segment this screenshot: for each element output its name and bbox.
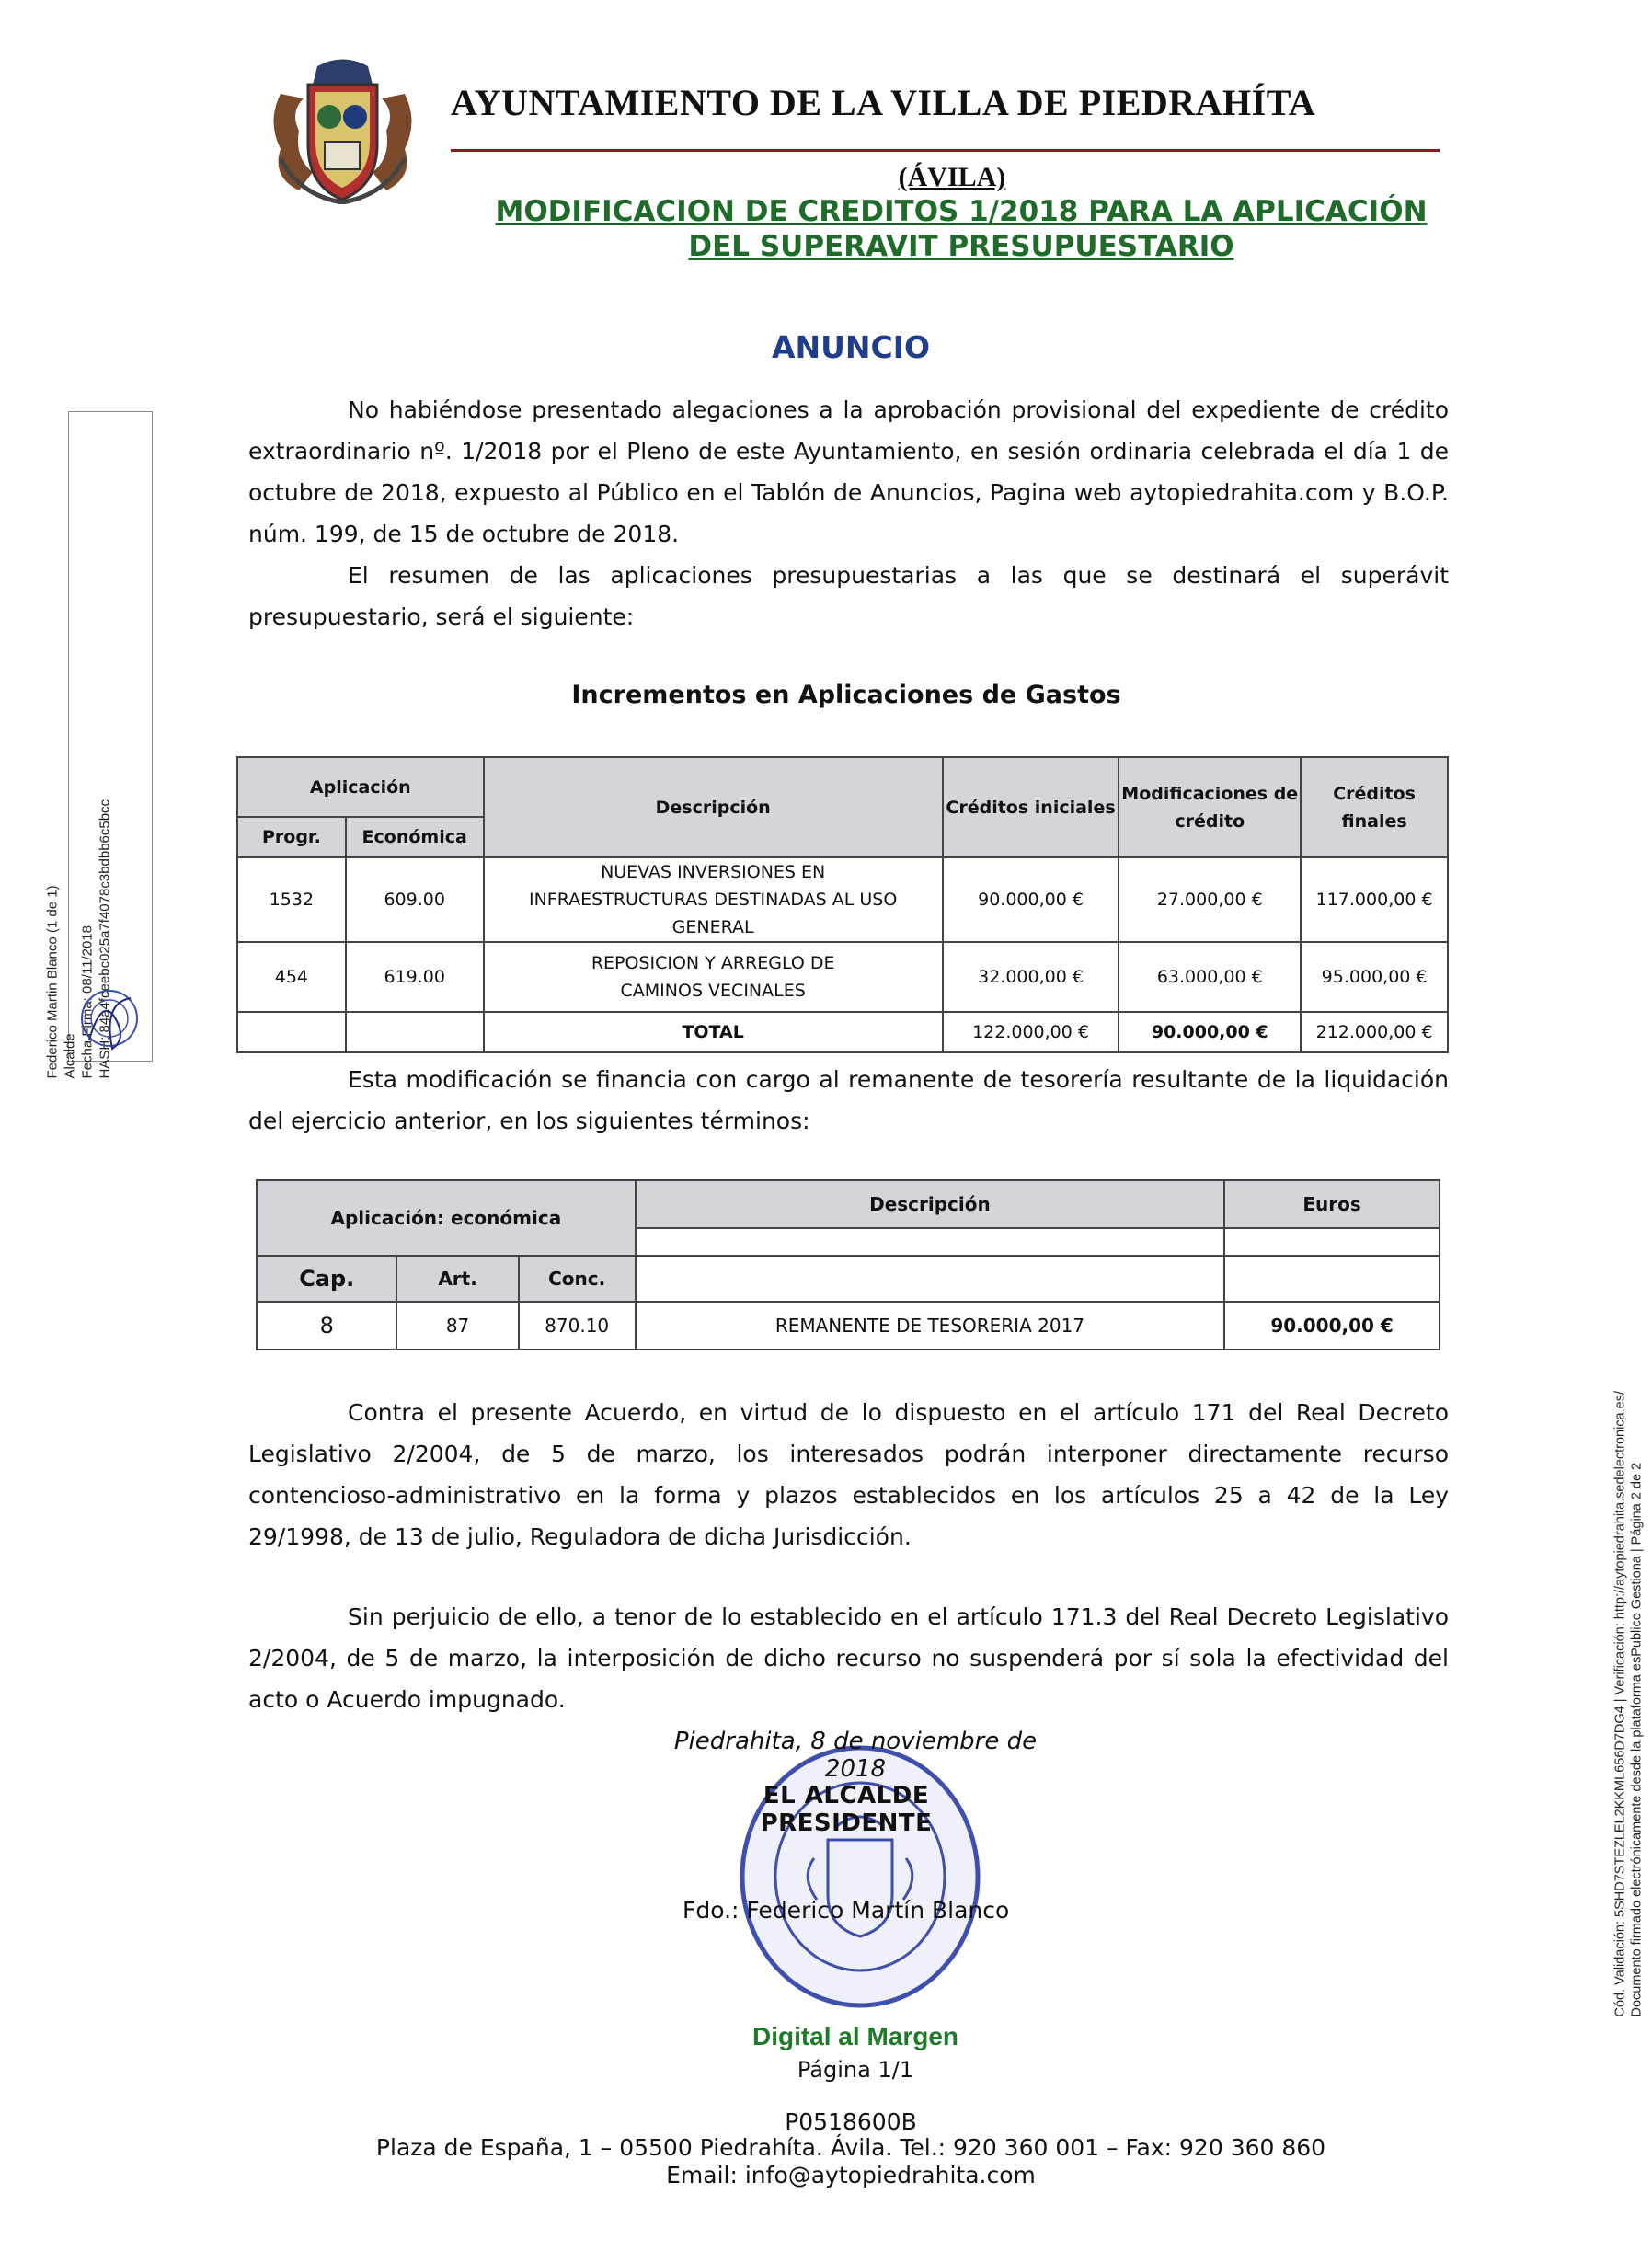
cell-empty	[1224, 1256, 1440, 1302]
paragraph-funding	[248, 1059, 1449, 1142]
table-row	[257, 1302, 1440, 1350]
cell-empty	[636, 1256, 1224, 1302]
header-descripcion: Descripción	[636, 1180, 1224, 1228]
cell-modificaciones: 27.000,00 €	[1119, 857, 1301, 942]
cell-empty	[237, 1012, 346, 1052]
paragraph-2: El resumen de las aplicaciones presupuestarias a las que se destinará el superávit presupuestario, será el siguiente:	[248, 562, 1449, 630]
table-total-row	[237, 1012, 1448, 1052]
cell-art: 87	[396, 1302, 518, 1350]
signer-role: Alcalde	[62, 1033, 78, 1079]
province: (ÁVILA)	[898, 162, 1006, 192]
header-creditos-finales: Créditos finales	[1301, 757, 1448, 857]
cell-finales: 95.000,00 €	[1301, 942, 1448, 1012]
signature-seal-icon	[75, 984, 144, 1053]
stamp-note: Digital al Margen	[751, 2022, 959, 2050]
cell-empty	[346, 1012, 484, 1052]
table-row	[237, 857, 1448, 942]
place-and-date: Piedrahita, 8 de noviembre de 2018	[673, 1728, 1038, 1783]
page-number: Página 1/1	[797, 2057, 914, 2083]
cell-conc: 870.10	[519, 1302, 636, 1350]
header-economica: Económica	[346, 817, 484, 857]
expenses-table	[236, 756, 1449, 1053]
total-iniciales: 122.000,00 €	[943, 1012, 1119, 1052]
signature-sidebar-text	[44, 444, 132, 1079]
organization-name: AYUNTAMIENTO DE LA VILLA DE PIEDRAHÍTA	[451, 82, 1316, 123]
footer-code: P0518600B	[785, 2108, 917, 2135]
table-row	[237, 942, 1448, 1012]
cell-empty	[1224, 1228, 1440, 1256]
paragraph-effect	[248, 1596, 1449, 1720]
header-creditos-iniciales: Créditos iniciales	[943, 757, 1119, 857]
signer-title: EL ALCALDE PRESIDENTE	[760, 1782, 933, 1837]
cell-iniciales: 90.000,00 €	[943, 857, 1119, 942]
total-label: TOTAL	[484, 1012, 943, 1052]
header-modificaciones: Modificaciones de crédito	[1119, 757, 1301, 857]
footer-email: Email: info@aytopiedrahita.com	[666, 2162, 1036, 2188]
cell-progr: 1532	[237, 857, 346, 942]
signed-by: Fdo.: Federico Martín Blanco	[683, 1897, 1010, 1924]
cell-descripcion: REMANENTE DE TESORERIA 2017	[636, 1302, 1224, 1350]
coat-of-arms-icon	[262, 57, 423, 204]
document-subtitle-line1: MODIFICACION DE CREDITOS 1/2018 PARA LA APLICACIÓN	[495, 195, 1428, 228]
header-aplicacion-economica: Aplicación: económica	[257, 1180, 636, 1256]
expenses-table-title: Incrementos en Aplicaciones de Gastos	[571, 681, 1121, 709]
cell-economica: 609.00	[346, 857, 484, 942]
signer-name: Federico Martin Blanco (1 de 1)	[44, 885, 61, 1079]
verification-line1: Cód. Validación: 5SHD7STEZLEL2KKML656D7DG4 | Verificación: http://aytopiedrahita.sedelectronica.es/	[1612, 1390, 1628, 2017]
header-conc: Conc.	[519, 1256, 636, 1302]
cell-modificaciones: 63.000,00 €	[1119, 942, 1301, 1012]
cell-economica: 619.00	[346, 942, 484, 1012]
funding-table	[256, 1179, 1440, 1350]
cell-cap: 8	[257, 1302, 396, 1350]
sign-date: Fecha Firma: 08/11/2018	[79, 925, 96, 1079]
paragraph-5: Sin perjuicio de ello, a tenor de lo establecido en el artículo 171.3 del Real Decreto Legislativo 2/2004, de 5 de marzo, la interposición de dicho recurso no suspenderá por sí sola la efectividad del acto o Acuerdo impugnado.	[248, 1603, 1449, 1713]
header-aplicacion: Aplicación	[237, 757, 484, 817]
header-progr: Progr.	[237, 817, 346, 857]
document-subtitle-line2: DEL SUPERAVIT PRESUPUESTARIO	[688, 230, 1234, 263]
paragraph-intro	[248, 389, 1449, 638]
paragraph-3: Esta modificación se financia con cargo al remanente de tesorería resultante de la liquidación del ejercicio anterior, en los siguientes términos:	[248, 1066, 1449, 1134]
cell-iniciales: 32.000,00 €	[943, 942, 1119, 1012]
verification-line2: Documento firmado electrónicamente desde la plataforma esPublico Gestiona | Página 2 de 2	[1629, 1462, 1645, 2017]
cell-finales: 117.000,00 €	[1301, 857, 1448, 942]
cell-progr: 454	[237, 942, 346, 1012]
verification-text	[1612, 1369, 1652, 2017]
cell-descripcion: REPOSICION Y ARREGLO DE CAMINOS VECINALES	[484, 942, 943, 1012]
cell-descripcion: NUEVAS INVERSIONES EN INFRAESTRUCTURAS DESTINADAS AL USO GENERAL	[484, 857, 943, 942]
footer-address: Plaza de España, 1 – 05500 Piedrahíta. Ávila. Tel.: 920 360 001 – Fax: 920 360 860	[375, 2134, 1326, 2161]
header-cap: Cap.	[257, 1256, 396, 1302]
sign-hash: HASH: 84a4fceebc025a7f4078c3bdbb6c5bcc	[97, 798, 113, 1079]
total-modificaciones: 90.000,00 €	[1119, 1012, 1301, 1052]
header-rule	[451, 149, 1440, 152]
header-descripcion: Descripción	[484, 757, 943, 857]
cell-euros: 90.000,00 €	[1224, 1302, 1440, 1350]
header-euros: Euros	[1224, 1180, 1440, 1228]
header-art: Art.	[396, 1256, 518, 1302]
total-finales: 212.000,00 €	[1301, 1012, 1448, 1052]
paragraph-1: No habiéndose presentado alegaciones a la aprobación provisional del expediente de crédito extraordinario nº. 1/2018 por el Pleno de este Ayuntamiento, en sesión ordinaria celebrada el día 1 de octubre de 2018, expuesto al Público en el Tablón de Anuncios, Pagina web aytopiedrahita.com y B.O.P. núm. 199, de 15 de octubre de 2018.	[248, 396, 1449, 547]
paragraph-4: Contra el presente Acuerdo, en virtud de lo dispuesto en el artículo 171 del Real Decreto Legislativo 2/2004, de 5 de marzo, los interesados podrán interponer directamente recurso contencioso-administrativo en la forma y plazos establecidos en los artículos 25 a 42 de la Ley 29/1998, de 13 de julio, Reguladora de dicha Jurisdicción.	[248, 1399, 1449, 1550]
announcement-title: ANUNCIO	[771, 329, 931, 365]
cell-empty	[636, 1228, 1224, 1256]
paragraph-appeal	[248, 1392, 1449, 1557]
